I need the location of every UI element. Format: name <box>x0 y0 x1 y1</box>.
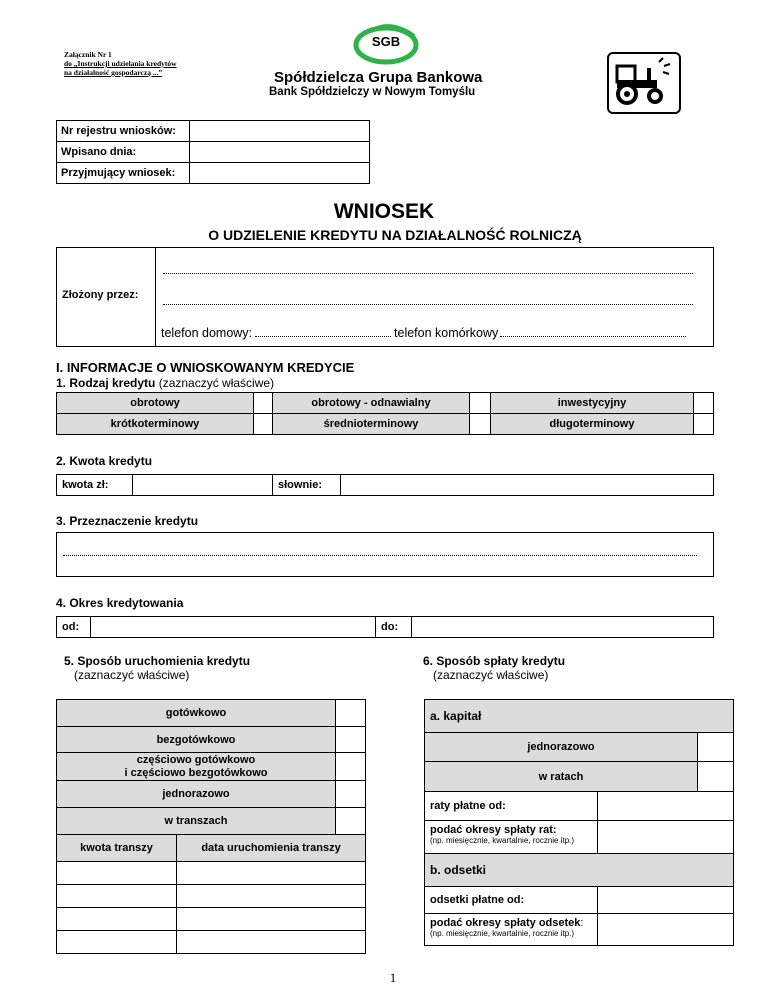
tranche-amount-cell[interactable] <box>56 907 177 931</box>
type-odnawialny: obrotowy - odnawialny <box>272 392 470 414</box>
type-krotkoterminowy: krótkoterminowy <box>56 413 254 435</box>
installments-periods-title: podać okresy spłaty rat: <box>430 824 557 836</box>
page-subtitle: O UDZIELENIE KREDYTU NA DZIAŁALNOŚĆ ROLNICZĄ <box>208 227 582 243</box>
bank-branch: Bank Spółdzielczy w Nowym Tomyślu <box>269 86 476 98</box>
q3-title: 3. Przeznaczenie kredytu <box>56 514 199 528</box>
repayment-table <box>424 699 734 949</box>
disburse-cash: gotówkowo <box>56 699 336 727</box>
disburse-mixed-line-1: częściowo gotówkowo <box>136 753 256 766</box>
q5-hint: (zaznaczyć właściwe) <box>74 668 190 682</box>
tranche-amount-cell[interactable] <box>56 884 177 908</box>
to-field[interactable] <box>407 617 713 637</box>
tranche-date-cell[interactable] <box>176 861 366 885</box>
to-label: do: <box>375 617 412 637</box>
from-label: od: <box>57 617 91 637</box>
q1-heading <box>56 376 274 390</box>
disburse-noncash-checkbox[interactable] <box>335 726 366 753</box>
tranche-amount-cell[interactable] <box>56 930 177 954</box>
tranche-amount-cell[interactable] <box>56 861 177 885</box>
interest-periods-field[interactable] <box>597 913 734 946</box>
type-odnawialny-checkbox[interactable] <box>469 392 491 414</box>
disburse-single: jednorazowo <box>56 780 336 808</box>
q6-hint: (zaznaczyć właściwe) <box>433 668 549 682</box>
tranche-date-header: data uruchomienia transzy <box>176 834 366 862</box>
type-srednioterminowy-checkbox[interactable] <box>469 413 491 435</box>
disburse-noncash: bezgotówkowo <box>56 726 336 753</box>
type-krotkoterminowy-checkbox[interactable] <box>253 413 273 435</box>
type-srednioterminowy: średnioterminowy <box>272 413 470 435</box>
purpose-line[interactable] <box>63 555 697 556</box>
installments-periods-field[interactable] <box>597 820 734 854</box>
installments-from-label: raty płatne od: <box>424 791 598 821</box>
amount-words-field[interactable] <box>336 475 713 495</box>
tranche-amount-header: kwota transzy <box>56 834 177 862</box>
q2-title: 2. Kwota kredytu <box>56 454 153 468</box>
tranche-date-cell[interactable] <box>176 907 366 931</box>
tranche-date-cell[interactable] <box>176 884 366 908</box>
submitted-by-box <box>56 247 714 347</box>
disbursement-table <box>56 699 366 959</box>
credit-type-grid <box>56 392 714 436</box>
amount-words-label: słownie: <box>272 475 341 495</box>
submitter-address-line[interactable] <box>163 304 693 305</box>
amount-label: kwota zł: <box>57 475 133 495</box>
interest-header: b. odsetki <box>424 853 734 887</box>
q4-title: 4. Okres kredytowania <box>56 596 184 610</box>
section-1-title: I. INFORMACJE O WNIOSKOWANYM KREDYCIE <box>56 360 355 375</box>
registry-receiver-field[interactable] <box>190 163 370 184</box>
interest-periods-title: podać okresy spłaty odsetek <box>430 917 581 929</box>
bank-name: Spółdzielcza Grupa Bankowa <box>274 69 483 86</box>
attachment-line-3: na działalność gospodarczą ...” <box>64 68 163 77</box>
capital-single: jednorazowo <box>424 732 698 762</box>
type-inwestycyjny: inwestycyjny <box>490 392 694 414</box>
disburse-mixed <box>56 752 336 781</box>
capital-installments-checkbox[interactable] <box>697 761 734 792</box>
logo-text: SGB <box>371 34 401 49</box>
phone-row <box>161 326 686 340</box>
submitter-name-line[interactable] <box>163 273 693 274</box>
installments-periods-label <box>424 820 598 854</box>
attachment-line-2: do „Instrukcji udzielania kredytów <box>64 59 177 68</box>
page-title: WNIOSEK <box>333 200 435 223</box>
registry-number-field[interactable] <box>190 121 370 142</box>
interest-from-field[interactable] <box>597 886 734 914</box>
registry-label-receiver: Przyjmujący wniosek: <box>57 163 190 184</box>
type-inwestycyjny-checkbox[interactable] <box>693 392 714 414</box>
phone-mobile-label: telefon komórkowy <box>394 326 499 340</box>
disburse-mixed-checkbox[interactable] <box>335 752 366 781</box>
from-field[interactable] <box>87 617 375 637</box>
attachment-note <box>64 50 177 77</box>
page-number: 1 <box>389 970 397 985</box>
registry-date-field[interactable] <box>190 142 370 163</box>
sgb-logo <box>352 22 420 66</box>
phone-home-label: telefon domowy: <box>161 326 253 340</box>
q6-title: 6. Sposób spłaty kredytu <box>423 654 566 668</box>
capital-single-checkbox[interactable] <box>697 732 734 762</box>
tractor-icon <box>607 52 681 114</box>
q1-title: 1. Rodzaj kredytu <box>56 376 156 390</box>
q1-hint: (zaznaczyć właściwe) <box>158 376 275 390</box>
amount-row <box>56 474 714 496</box>
purpose-box <box>56 532 714 577</box>
disburse-tranches-checkbox[interactable] <box>335 807 366 835</box>
type-obrotowy-checkbox[interactable] <box>253 392 273 414</box>
capital-installments: w ratach <box>424 761 698 792</box>
interest-periods-hint: (np. miesięcznie, kwartalnie, rocznie itp.) <box>430 929 575 938</box>
type-dlugoterminowy: długoterminowy <box>490 413 694 435</box>
installments-from-field[interactable] <box>597 791 734 821</box>
disburse-single-checkbox[interactable] <box>335 780 366 808</box>
amount-field[interactable] <box>128 475 272 495</box>
disburse-mixed-line-2: i częściowo bezgotówkowo <box>124 766 268 779</box>
tranche-date-cell[interactable] <box>176 930 366 954</box>
q5-title: 5. Sposób uruchomienia kredytu <box>64 654 251 668</box>
type-dlugoterminowy-checkbox[interactable] <box>693 413 714 435</box>
phone-mobile-field[interactable] <box>500 336 686 337</box>
disburse-tranches: w transzach <box>56 807 336 835</box>
registry-label-number: Nr rejestru wniosków: <box>57 121 190 142</box>
type-obrotowy: obrotowy <box>56 392 254 414</box>
interest-periods-label: podać okresy spłaty odsetek: (np. miesięcznie, kwartalnie, rocznie itp.) <box>424 913 598 946</box>
capital-header: a. kapitał <box>424 699 734 733</box>
period-row <box>56 616 714 638</box>
attachment-line-1: Załącznik Nr 1 <box>64 50 112 59</box>
installments-periods-hint: (np. miesięcznie, kwartalnie, rocznie itp.) <box>430 836 575 845</box>
disburse-cash-checkbox[interactable] <box>335 699 366 727</box>
registry-table <box>56 120 370 184</box>
phone-home-field[interactable] <box>255 336 391 337</box>
submitted-by-label: Złożony przez: <box>62 289 139 301</box>
interest-from-label: odsetki płatne od: <box>424 886 598 914</box>
registry-label-date: Wpisano dnia: <box>57 142 190 163</box>
